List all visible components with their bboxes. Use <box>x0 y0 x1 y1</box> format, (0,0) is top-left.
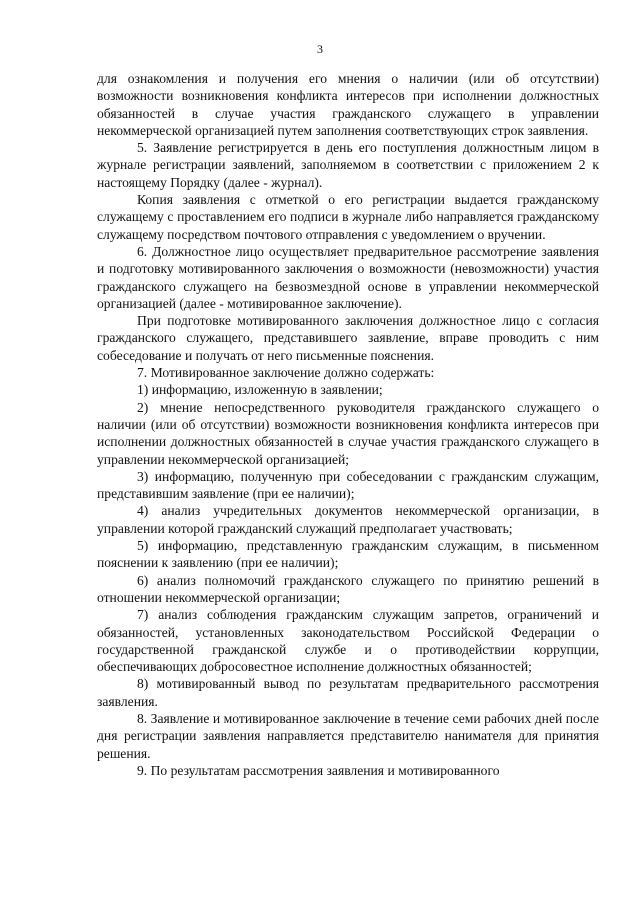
paragraph: 5) информацию, представленную гражданским служащим, в письменном пояснении к заявлению (при ее наличии); <box>97 538 599 571</box>
paragraph: 9. По результатам рассмотрения заявления и мотивированного <box>137 762 500 778</box>
paragraph: 7. Мотивированное заключение должно содержать: <box>137 365 435 381</box>
paragraph: для ознакомления и получения его мнения о наличии (или об отсутствии) возможности возникновения конфликта интересов при исполнении должностных обязанностей в случае участия гражданского служащего в управлении некоммерческой организацией путем заполнения соответствующих строк заявления. <box>97 71 599 138</box>
paragraph: 6) анализ полномочий гражданского служащего по принятию решений в отношении некоммерческой организации; <box>97 572 599 605</box>
paragraph: 6. Должностное лицо осуществляет предварительное рассмотрение заявления и подготовку мотивированного заключения о возможности (невозможности) участия гражданского служащего на безвозмездной основе в управлении некоммерческой организацией (далее - мотивированное заключение). <box>97 243 599 311</box>
paragraph: 7) анализ соблюдения гражданским служащим запретов, ограничений и обязанностей, установленных законодательством Российской Федерации о государственной гражданской службе и о противодействии коррупции, обеспечивающих добросовестное исполнение должностных обязанностей; <box>97 607 599 675</box>
paragraph: 5. Заявление регистрируется в день его поступления должностным лицом в журнале регистрации заявлений, заполняемом в соответствии с приложением 2 к настоящему Порядку (далее - журнал). <box>97 140 599 190</box>
document-body <box>97 70 599 779</box>
paragraph: 2) мнение непосредственного руководителя гражданского служащего о наличии (или об отсутствии) возможности возникновения конфликта интересов при исполнении должностных обязанностей в случае участия гражданского служащего в управлении некоммерческой организацией; <box>97 399 599 467</box>
paragraph: 3) информацию, полученную при собеседовании с гражданским служащим, представившим заявление (при ее наличии); <box>97 468 599 502</box>
paragraph: 8) мотивированный вывод по результатам предварительного рассмотрения заявления. <box>97 676 599 709</box>
paragraph: 8. Заявление и мотивированное заключение в течение семи рабочих дней после дня регистрации заявления направляется представителю нанимателя для принятия решения. <box>97 710 599 761</box>
paragraph: Копия заявления с отметкой о его регистрации выдается гражданскому служащему с проставлением его подписи в журнале либо направляется гражданскому служащему посредством почтового отправления с уведомлением о вручении. <box>97 192 599 242</box>
page-number: 3 <box>317 42 323 56</box>
paragraph: 1) информацию, изложенную в заявлении; <box>137 382 383 398</box>
paragraph: При подготовке мотивированного заключения должностное лицо с согласия гражданского служащего, представившего заявление, вправе проводить с ним собеседование и получать от него письменные пояснения. <box>97 313 599 363</box>
paragraph: 4) анализ учредительных документов некоммерческой организации, в управлении которой гражданский служащий предполагает участвовать; <box>97 503 599 536</box>
